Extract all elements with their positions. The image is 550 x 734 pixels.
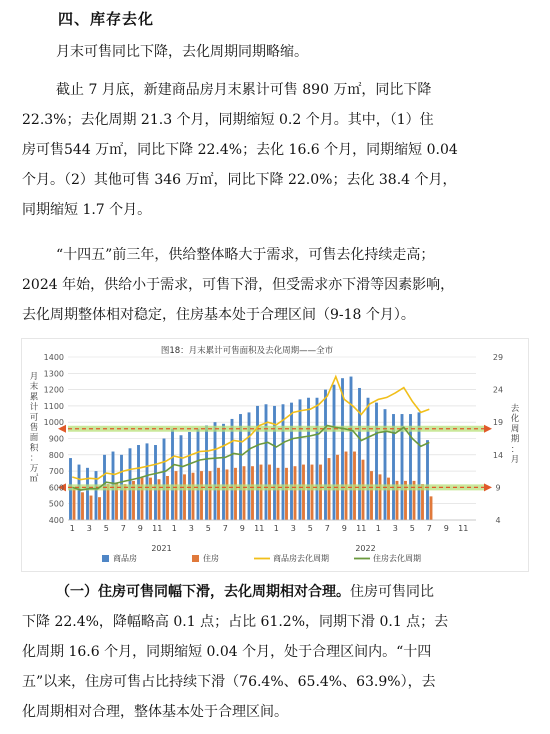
chart-axes <box>30 353 528 553</box>
stock-line-3: 房可售544 万㎡，同比下降 22.4%；去化 16.6 个月，同期缩短 0.04 <box>22 142 458 158</box>
bar-commercial <box>316 398 319 520</box>
x-tick-label: 11 <box>458 524 469 533</box>
x-tick-label: 5 <box>409 524 415 533</box>
trend-paragraph <box>22 240 532 330</box>
bar-commercial <box>265 404 268 520</box>
axis-title-char: ㎡ <box>29 474 39 484</box>
bar-commercial <box>86 468 89 520</box>
x-tick-label: 1 <box>273 524 279 533</box>
bar-residential <box>149 478 152 520</box>
axis-title-char: 月 <box>510 455 520 465</box>
chart-legend <box>102 553 421 563</box>
y-tick-label: 600 <box>48 483 64 493</box>
bar-residential <box>217 468 220 520</box>
bar-commercial <box>375 403 378 520</box>
bar-residential <box>251 466 254 520</box>
section-heading: 四、库存去化 <box>58 10 155 28</box>
residential-paragraph <box>22 577 532 727</box>
y-tick-label: 1200 <box>43 385 64 395</box>
axis-title-char: 售 <box>29 423 39 433</box>
bar-commercial <box>324 390 327 520</box>
y2-axis-title <box>511 403 520 465</box>
reference-arrow-right <box>484 425 492 433</box>
y2-tick-label: 9 <box>495 483 501 493</box>
bar-commercial <box>137 445 140 520</box>
bar-residential <box>379 474 382 520</box>
y-tick-label: 500 <box>48 499 64 509</box>
bar-commercial <box>256 406 259 520</box>
chart-title: 图18：月末累计可售面积及去化周期——全市 <box>160 346 334 356</box>
y-tick-label: 900 <box>48 434 64 444</box>
bar-commercial <box>333 385 336 520</box>
y-tick-label: 1400 <box>43 353 64 362</box>
residential-line-1-rest: 住房可售同比 <box>350 584 434 600</box>
stock-line-1: 截止 7 月底，新建商品房月末累计可售 890 万㎡，同比下降 <box>56 82 432 98</box>
bar-residential <box>430 496 433 520</box>
bar-residential <box>234 468 237 520</box>
bar-commercial <box>231 419 234 520</box>
bar-residential <box>319 465 322 520</box>
y2-tick-label: 24 <box>492 385 504 395</box>
x-tick-label: 7 <box>426 524 432 533</box>
summary-paragraph <box>22 37 532 67</box>
axis-title-char: 积 <box>29 443 39 454</box>
trend-line-3: 去化周期整体相对稳定，住房基本处于合理区间（9-18 个月）。 <box>22 307 415 323</box>
x-tick-label: 5 <box>307 524 313 533</box>
y-tick-label: 400 <box>48 516 64 525</box>
axis-title-char: 化 <box>510 414 520 425</box>
axis-title-char: 万 <box>29 463 39 474</box>
x-tick-label: 1 <box>171 524 177 533</box>
trend-line-2: 2024 年始，供给小于需求，可售下滑，但受需求亦下滑等因素影响， <box>22 277 455 293</box>
y2-tick-label: 14 <box>492 450 504 460</box>
bar-residential <box>260 465 263 520</box>
legend-label: 住房去化周期 <box>373 554 421 563</box>
axis-title-char: 期 <box>510 434 520 445</box>
stock-line-2: 22.3%；去化周期 21.3 个月，同期缩短 0.2 个月。其中，（1）住 <box>22 112 434 128</box>
bar-commercial <box>299 399 302 520</box>
year-label: 2022 <box>355 544 376 553</box>
y-tick-label: 700 <box>48 467 64 477</box>
x-tick-label: 9 <box>443 524 449 533</box>
bar-residential <box>302 465 305 520</box>
y-tick-label: 1000 <box>43 418 64 428</box>
residential-line-3: 化周期 16.6 个月，同期缩短 0.04 个月，处于合理区间内。“十四 <box>22 644 432 660</box>
y-tick-label: 800 <box>48 450 64 460</box>
bar-residential <box>192 473 195 520</box>
residential-line-5: 化周期相对合理，整体基本处于合理区间。 <box>22 704 288 720</box>
axis-title-char: 月 <box>29 372 39 382</box>
axis-title-char: 末 <box>29 382 39 393</box>
axis-title-char: 累 <box>29 392 39 403</box>
y-tick-label: 1100 <box>43 401 64 411</box>
bar-residential <box>209 471 212 520</box>
bar-commercial <box>180 435 183 520</box>
legend-label: 商品房 <box>113 554 137 563</box>
y2-tick-label: 4 <box>495 516 501 525</box>
residential-line-4: 五”以来，住房可售占比持续下滑（76.4%、65.4%、63.9%），去 <box>22 674 436 690</box>
bar-commercial <box>307 398 310 520</box>
chart-svg <box>22 339 528 571</box>
bar-residential <box>175 471 178 520</box>
x-tick-label: 1 <box>375 524 381 533</box>
x-tick-label: 11 <box>356 524 367 533</box>
stock-paragraph <box>22 75 532 225</box>
bar-residential <box>311 465 314 520</box>
bar-commercial <box>146 443 149 520</box>
axis-title-char: 周 <box>510 424 520 435</box>
bar-residential <box>73 489 76 520</box>
legend-swatch <box>192 555 199 562</box>
x-tick-label: 3 <box>188 524 194 533</box>
bar-commercial <box>78 465 81 520</box>
residential-heading: （一）住房可售同幅下滑，去化周期相对合理。 <box>56 584 350 600</box>
bar-commercial <box>222 424 225 520</box>
x-tick-label: 3 <box>290 524 296 533</box>
x-tick-label: 7 <box>324 524 330 533</box>
bar-residential <box>183 474 186 520</box>
bar-commercial <box>129 448 132 520</box>
bar-residential <box>200 471 203 520</box>
x-tick-label: 9 <box>239 524 245 533</box>
bar-residential <box>268 465 271 520</box>
y-axis-title <box>30 372 39 484</box>
bar-residential <box>166 476 169 520</box>
y2-tick-label: 19 <box>492 418 504 428</box>
bar-commercial <box>214 422 217 520</box>
axis-title-char: ： <box>510 444 520 455</box>
x-tick-label: 9 <box>137 524 143 533</box>
bar-commercial <box>426 440 429 520</box>
residential-line-2: 下降 22.4%，降幅略高 0.1 点；占比 61.2%，同期下滑 0.1 点；去 <box>22 614 449 630</box>
x-tick-label: 3 <box>392 524 398 533</box>
stock-line-5: 同期缩短 1.7 个月。 <box>22 202 152 218</box>
x-tick-label: 5 <box>205 524 211 533</box>
x-tick-label: 1 <box>69 524 75 533</box>
inventory-chart <box>22 339 528 571</box>
y-tick-label: 1300 <box>43 369 64 379</box>
legend-swatch <box>102 555 109 562</box>
x-tick-label: 9 <box>341 524 347 533</box>
bar-residential <box>226 469 229 520</box>
bar-commercial <box>171 429 174 520</box>
bar-residential <box>141 478 144 520</box>
bar-residential <box>98 497 101 520</box>
residential-line-1 <box>22 577 532 607</box>
x-tick-label: 3 <box>86 524 92 533</box>
bar-commercial <box>205 425 208 520</box>
year-label: 2021 <box>151 544 172 553</box>
x-tick-label: 11 <box>152 524 163 533</box>
bar-commercial <box>367 398 370 520</box>
bar-commercial <box>358 388 361 520</box>
y2-tick-label: 29 <box>492 353 504 362</box>
x-tick-label: 11 <box>254 524 265 533</box>
x-tick-label: 7 <box>222 524 228 533</box>
legend-label: 商品房去化周期 <box>273 554 329 563</box>
axis-title-char: 计 <box>29 402 39 413</box>
bar-commercial <box>163 439 166 521</box>
bar-residential <box>387 478 390 520</box>
trend-line-1: “十四五”前三年，供给整体略大于需求，可售去化持续走高； <box>56 247 435 263</box>
bar-commercial <box>188 432 191 520</box>
bar-residential <box>81 492 84 520</box>
axis-title-char: 面 <box>29 433 39 444</box>
bar-residential <box>370 471 373 520</box>
bar-commercial <box>290 403 293 520</box>
x-tick-label: 5 <box>103 524 109 533</box>
axis-title-char: 可 <box>29 412 39 423</box>
bar-commercial <box>197 429 200 520</box>
bar-residential <box>277 468 280 520</box>
axis-title-char: ： <box>29 453 39 464</box>
summary-line: 月末可售同比下降，去化周期同期略缩。 <box>56 44 308 60</box>
bar-commercial <box>273 406 276 520</box>
legend-label: 住房 <box>203 554 219 563</box>
bar-residential <box>90 496 93 520</box>
bar-residential <box>243 466 246 520</box>
axis-title-char: 去 <box>510 404 520 414</box>
bar-residential <box>285 468 288 520</box>
bar-commercial <box>154 445 157 520</box>
reference-arrow-right <box>484 483 492 491</box>
x-tick-label: 7 <box>120 524 126 533</box>
bar-commercial <box>350 377 353 520</box>
stock-line-4: 个月。（2）其他可售 346 万㎡，同比下降 22.0%；去化 38.4 个月， <box>22 172 457 188</box>
bar-residential <box>294 466 297 520</box>
